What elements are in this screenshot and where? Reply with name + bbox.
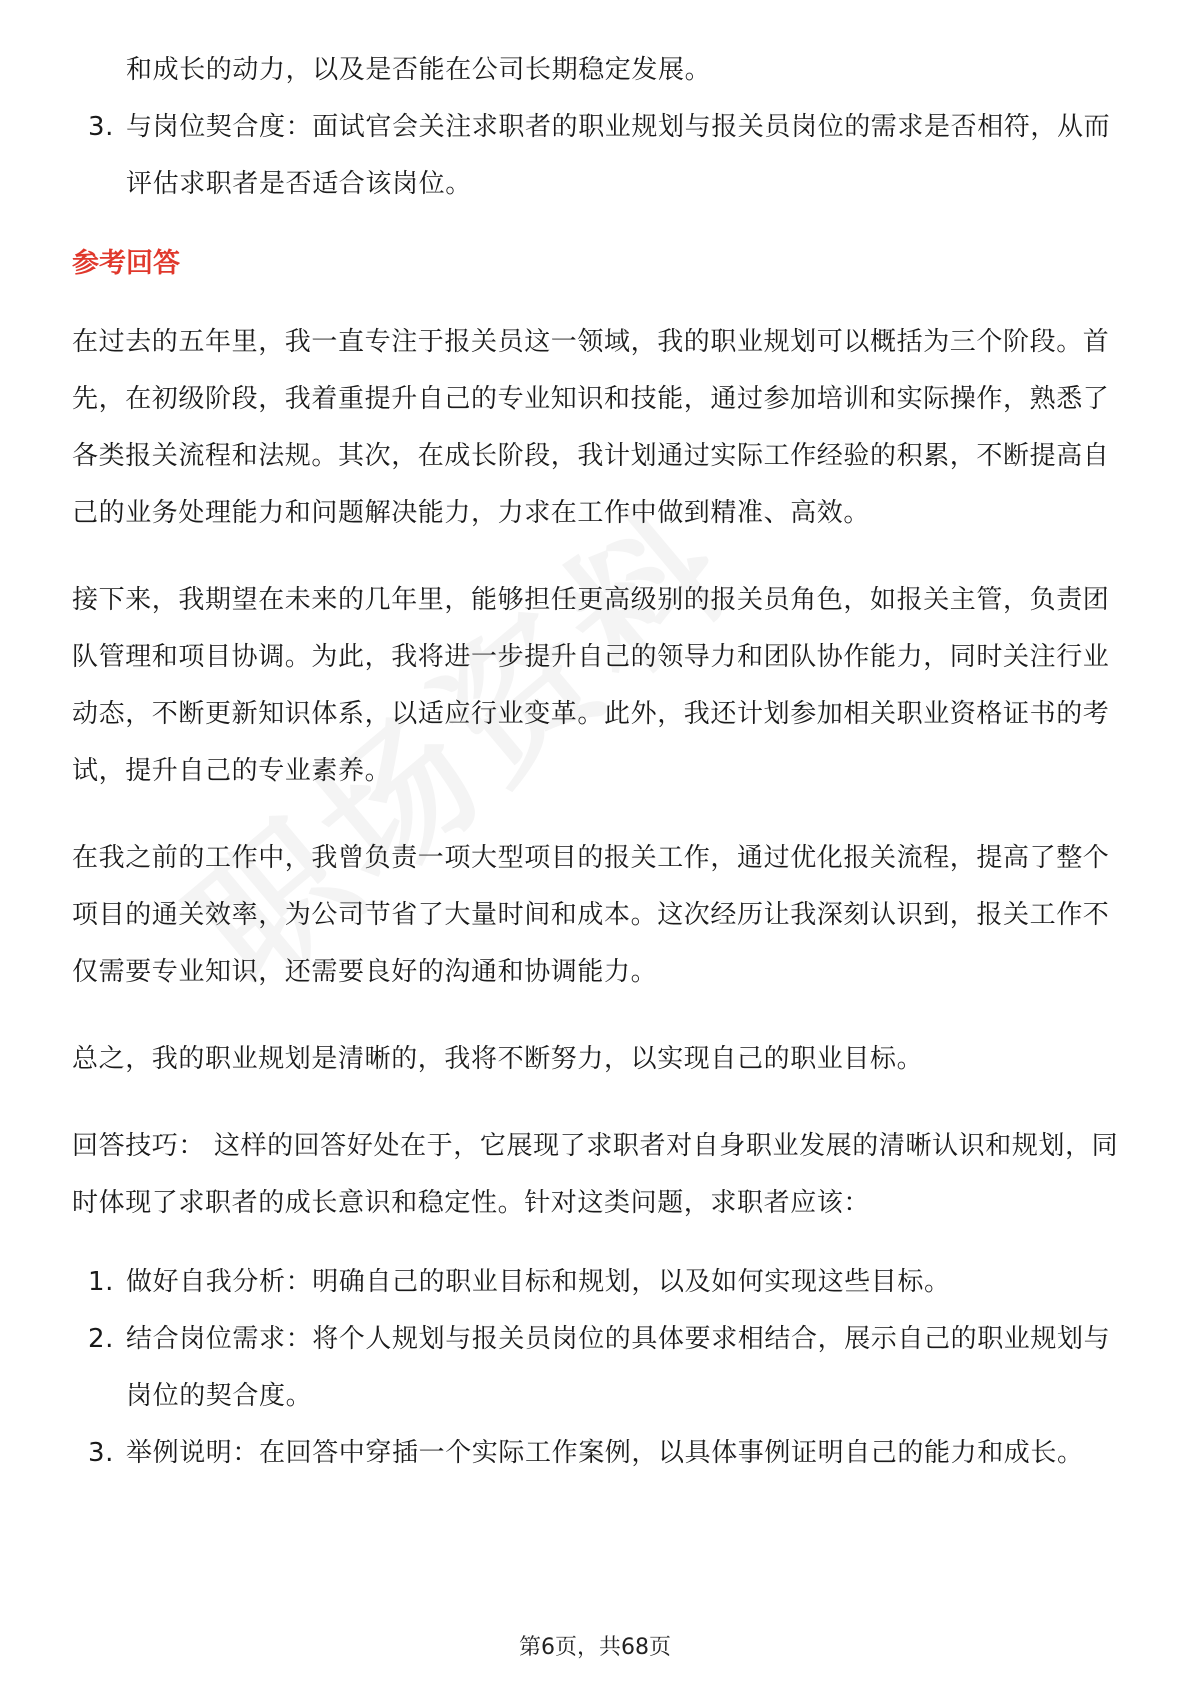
- answer-paragraph-3: 在我之前的工作中，我曾负责一项大型项目的报关工作，通过优化报关流程，提高了整个项目的通关效率，为公司节省了大量时间和成本。这次经历让我深刻认识到，报关工作不仅需要专业知识，还需要良好的沟通和协调能力。: [72, 843, 1110, 987]
- list-text: 与岗位契合度：面试官会关注求职者的职业规划与报关员岗位的需求是否相符，从而评估求职者是否适合该岗位。: [126, 112, 1111, 199]
- list-item: [72, 1425, 1122, 1482]
- list-text: 举例说明：在回答中穿插一个实际工作案例，以具体事例证明自己的能力和成长。: [126, 1438, 1084, 1468]
- answer-paragraph-2: 接下来，我期望在未来的几年里，能够担任更高级别的报关员角色，如报关主管，负责团队管理和项目协调。为此，我将进一步提升自己的领导力和团队协作能力，同时关注行业动态，不断更新知识体系，以适应行业变革。此外，我还计划参加相关职业资格证书的考试，提升自己的专业素养。: [72, 585, 1110, 786]
- page-content: [72, 42, 1122, 1482]
- page-number-footer: 第6页，共68页: [519, 1635, 671, 1660]
- intro-list: [72, 99, 1122, 213]
- tips-list: [72, 1254, 1122, 1482]
- list-number: 3.: [88, 112, 115, 142]
- intro-continuation: 和成长的动力，以及是否能在公司长期稳定发展。: [126, 55, 712, 85]
- section-heading: 参考回答: [72, 248, 180, 279]
- list-number: 3.: [88, 1438, 115, 1468]
- list-item: [72, 1311, 1122, 1425]
- list-number: 2.: [88, 1324, 115, 1354]
- answer-paragraph-1: 在过去的五年里，我一直专注于报关员这一领域，我的职业规划可以概括为三个阶段。首先，在初级阶段，我着重提升自己的专业知识和技能，通过参加培训和实际操作，熟悉了各类报关流程和法规。其次，在成长阶段，我计划通过实际工作经验的积累，不断提高自己的业务处理能力和问题解决能力，力求在工作中做到精准、高效。: [72, 327, 1110, 528]
- list-text: 做好自我分析：明确自己的职业目标和规划，以及如何实现这些目标。: [126, 1267, 951, 1297]
- list-item: [72, 99, 1122, 213]
- list-number: 1.: [88, 1267, 115, 1297]
- answer-paragraph-4: 总之，我的职业规划是清晰的，我将不断努力，以实现自己的职业目标。: [72, 1044, 924, 1074]
- list-item: [72, 1254, 1122, 1311]
- list-text: 结合岗位需求：将个人规划与报关员岗位的具体要求相结合，展示自己的职业规划与岗位的契合度。: [126, 1324, 1111, 1411]
- tips-intro-paragraph: 回答技巧： 这样的回答好处在于，它展现了求职者对自身职业发展的清晰认识和规划，同时体现了求职者的成长意识和稳定性。针对这类问题，求职者应该：: [72, 1131, 1119, 1218]
